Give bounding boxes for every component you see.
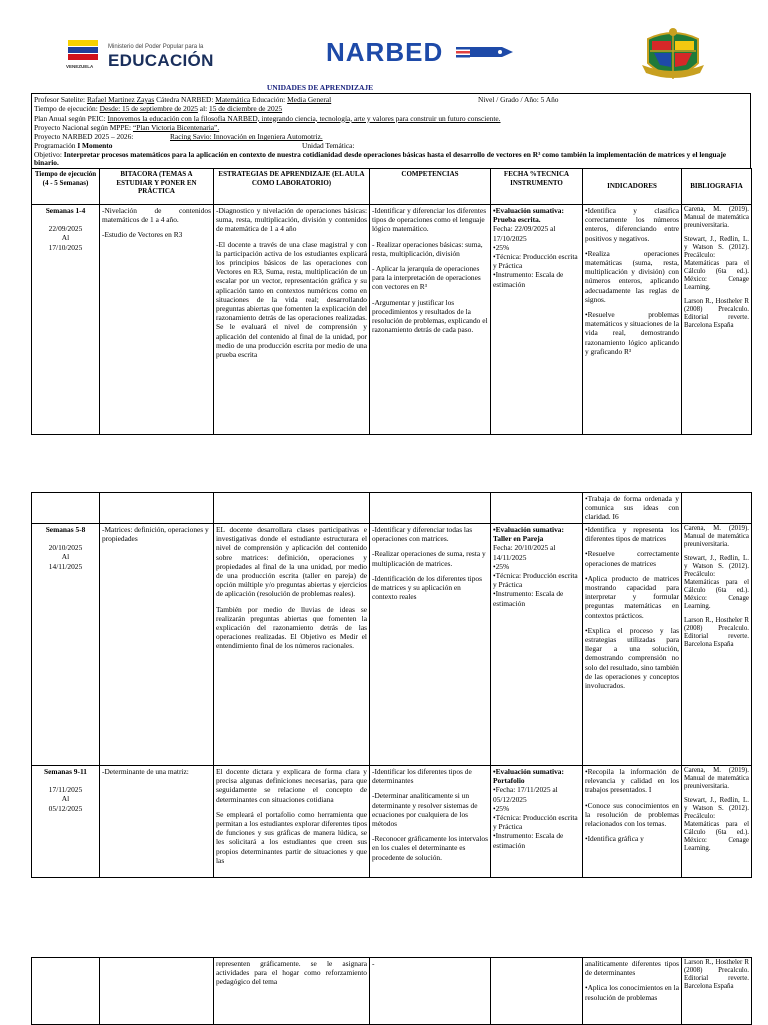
evaluation-date: •Fecha: 17/11/2025 al 05/12/2025: [493, 785, 558, 804]
bibliography-entry: Larson R., Hostheler R (2008) Precalculo. Editorial reverte. Barcelona España: [684, 298, 749, 329]
table-header-row: [32, 169, 752, 205]
bibliography-cell: [682, 766, 752, 878]
date-from: 22/09/2025: [48, 224, 83, 234]
rocket-icon: [456, 44, 514, 60]
col-indicators: [583, 169, 682, 205]
table-row: [32, 958, 752, 1025]
ministry-caption: Ministerio del Poder Popular para la: [108, 44, 204, 50]
strategies-cell: [214, 205, 370, 435]
objective-label: Objetivo:: [34, 149, 64, 159]
competencies-cell: [370, 524, 491, 766]
evaluation-instrument: •Instrumento: Escala de estimación: [493, 270, 564, 289]
indicator-text: •Resuelve problemas matemáticos y situaciones de la vida real, demostrando razonamiento lógico aplicando y graficando R³: [585, 310, 679, 356]
strategy-text: -El docente a través de una clase magistral y con la participación activa de los estudiantes explicará los principios básicos de las operaciones con Vectores en R3, Suma, resta, multiplicación de un escalar por un vector, representación gráfica y su aplicación tanto en contextos numéricos como en situaciones de la vida real; desarrollando preguntas abiertas que fomenten la explicación del razonamiento detrás de las operaciones realizadas. Se le evaluará el nivel de comprensión y aplicación del contenido al final de la unidad, por medio de una producción escrita por medio de una prueba escrita: [216, 239, 367, 360]
col-instrument: FECHA %TECNICA INSTRUMENTO: [491, 169, 583, 205]
programming-moment: I Momento: [77, 141, 113, 151]
teacher-row: [34, 95, 748, 104]
table-row: [32, 205, 752, 435]
indicator-text: •Aplica producto de matrices mostrando capacidad para interpretar y formular preguntas matemáticas en contextos prácticos.: [585, 573, 679, 620]
competency-text: -Identificar y diferenciar los diferentes tipos de operaciones como el lenguaje lógico matemático.: [372, 206, 487, 234]
indicator-text: •Identifica gráfica y: [585, 834, 644, 844]
indicator-text: •Realiza operaciones matemáticas (suma, resta, multiplicación y división) con números enteros, aplicando adecuadamente las reglas de signos.: [585, 248, 679, 304]
theme-label: Unidad Temática:: [302, 141, 355, 151]
bitacora-item: -Nivelación de contenidos matemáticos de 1 a 4 año.: [102, 206, 211, 225]
indicators-cell: [583, 205, 682, 435]
country-caption: VENEZUELA: [66, 64, 94, 69]
indicator-text: analíticamente diferentes tipos de determinantes: [585, 959, 679, 978]
plan-table-1: [31, 168, 752, 435]
evaluation-percent: •25%: [493, 561, 510, 571]
empty-cell: [491, 493, 583, 524]
strategy-text: También por medio de lluvias de ideas se realizarán preguntas abiertas que fomenten la explicación del razonamiento detrás de las operaciones realizadas. El Objetivo es Medir el entendimiento final de los números racionales.: [216, 604, 367, 651]
col-strategies: ESTRATEGIAS DE APRENDIZAJE (EL AULA COMO LABORATORIO): [214, 169, 370, 205]
teacher-name: Rafael Martinez Zayas: [86, 95, 155, 104]
date-to: 05/12/2025: [48, 803, 83, 813]
table-row: [32, 766, 752, 878]
bibliography-cell: [682, 524, 752, 766]
programming-label: Programación: [34, 141, 78, 151]
competency-text: - Realizar operaciones básicas: suma, resta, multiplicación, división: [372, 239, 483, 258]
time-sep: al:: [197, 104, 210, 114]
time-from: Desde: 15 de septiembre de 2025: [99, 104, 198, 114]
col-indicators-label: INDICADORES: [607, 182, 657, 191]
strategy-text: Se empleará el portafolio como herramienta que permitan a los estudiantes explorar diferentes tipos de funciones y sus gráficas de manera lúdica, se les solicitará a los estudiantes que creen sus propios determinantes partir de situaciones y que las: [216, 809, 367, 865]
competency-text: - Aplicar la jerarquía de operaciones para la interpretación de operaciones con vectores en R³: [372, 264, 481, 292]
bitacora-item: -Determinante de una matriz:: [102, 767, 189, 776]
peic-label: Plan Anual según PEIC:: [34, 113, 108, 123]
narbed-project-label: Proyecto NARBED 2025 – 2026:: [34, 132, 134, 142]
school-crest-icon: [640, 25, 706, 87]
indicator-text: •Aplica los conocimientos en la resolución de problemas: [585, 983, 679, 1002]
bibliography-entry: Carena, M. (2019). Manual de matemática preuniversitaria.: [684, 206, 749, 229]
time-cell: [32, 766, 100, 878]
strategy-text: EL docente desarrollara clases participativas e investigativas donde el estudiante estructurara el nivel de comprensión y aplicación del contenido sobre matrices: definición, operaciones y propiedades al final de la una unidad, por medio de una producción escrita (taller en pareja) de opción múltiple y/o preguntas abiertas y ejercicios de aplicación (resolución de problemas reales).: [216, 525, 367, 599]
bibliography-entry: Stewart, J., Redlin, L. y Watson S. (2012). Precálculo: Matemáticas para el Cálculo (6ta ed.). México: Cenage Learning.: [684, 236, 749, 291]
time-to: 15 de diciembre de 2025: [209, 104, 283, 114]
education-level: Media General: [287, 95, 332, 104]
empty-cell: [491, 958, 583, 1025]
table-row: [32, 524, 752, 766]
peic-text: Innovemos la educación con la filosofía NARBED, integrando ciencia, tecnología, arte y valores para construir un futuro consciente.: [107, 113, 501, 123]
competency-text: -Realizar operaciones de suma, resta y multiplicación de matrices.: [372, 549, 486, 568]
evaluation-percent: •25%: [493, 242, 510, 252]
indicator-text: •Identifica y clasifica correctamente los números enteros, diferenciando entre positivos y negativos.: [585, 206, 679, 243]
competency-text: -Identificar los diferentes tipos de determinantes: [372, 767, 472, 786]
indicator-text: •Recopila la información de relevancia y calidad en los trabajos presentados. I: [585, 767, 679, 795]
competency-text: -: [372, 959, 375, 968]
competency-text: -Argumentar y justificar los procedimientos y resultados de la resolución de problemas, explicando el razonamiento detrás de cada paso.: [372, 297, 488, 335]
col-time: Tiempo de ejecución (4 - 5 Semanas): [32, 169, 100, 205]
evaluation-date: Fecha: 22/09/2025 al 17/10/2025: [493, 224, 556, 243]
date-al: Al: [61, 233, 70, 243]
empty-cell: [370, 493, 491, 524]
strategy-text: representen gráficamente. se le asignara actividades para el hogar como reforzamiento pedagógico del tema: [216, 959, 367, 987]
page-title: UNIDADES DE APRENDIZAJE: [266, 83, 374, 92]
bibliography-cell: [682, 958, 752, 1025]
evaluation-type: •Evaluación sumativa: Portafolio: [493, 767, 564, 786]
national-project-row: [34, 123, 748, 132]
indicators-cell: [583, 766, 682, 878]
evaluation-type: •Evaluación sumativa: Prueba escrita.: [493, 206, 564, 225]
bitacora-cell: [100, 524, 214, 766]
competency-text: -Determinar analíticamente si un determinante y resolver sistemas de ecuaciones por cualquiera de los métodos: [372, 791, 478, 829]
plan-table-3: [31, 957, 752, 1025]
competency-text: -Reconocer gráficamente los intervalos en los cuales el determinante es procedente de solución.: [372, 834, 488, 862]
indicators-cell: [583, 524, 682, 766]
competency-text: -Identificar y diferenciar todas las operaciones con matrices.: [372, 525, 473, 544]
strategies-cell: [214, 766, 370, 878]
time-row: [34, 104, 748, 113]
bibliography-entry: Carena, M. (2019). Manual de matemática preuniversitaria.: [684, 525, 749, 548]
strategy-text: -Diagnostico y nivelación de operaciones básicas: suma, resta, multiplicación, división y contenidos de matemática de 1 a 4 año: [216, 206, 367, 234]
venezuela-flag-icon: [68, 40, 98, 60]
grade-info: Nivel / Grado / Año: 5 Año: [478, 95, 559, 104]
instrument-cell: [491, 205, 583, 435]
evaluation-type: •Evaluación sumativa: Taller en Pareja: [493, 525, 564, 544]
weeks-label: Semanas 9-11: [44, 767, 87, 776]
empty-cell: [32, 493, 100, 524]
empty-cell: [682, 493, 752, 524]
date-al: Al: [61, 552, 70, 562]
indicator-text: •Identifica y representa los diferentes tipos de matrices: [585, 525, 679, 544]
evaluation-instrument: •Instrumento: Escala de estimación: [493, 589, 564, 608]
bibliography-entry: Stewart, J., Redlin, L. y Watson S. (2012). Precálculo: Matemáticas para el Cálculo (6ta ed.). México: Cenage Learning.: [684, 555, 749, 610]
education-label: Educación:: [250, 95, 288, 104]
peic-row: [34, 114, 748, 123]
empty-cell: [32, 958, 100, 1025]
national-project-text: “Plan Victoria Bicentenaria”.: [132, 122, 220, 132]
evaluation-percent: •25%: [493, 803, 510, 813]
weeks-label: Semanas 5-8: [45, 525, 86, 534]
strategies-cell: [214, 524, 370, 766]
subject-name: Matemática: [215, 95, 251, 104]
competencies-cell: [370, 205, 491, 435]
weeks-label: Semanas 1-4: [45, 206, 86, 215]
col-bitacora: BITACORA (TEMAS A ESTUDIAR Y PONER EN PRÁCTICA: [100, 169, 214, 205]
competencies-cell: [370, 766, 491, 878]
national-project-label: Proyecto Nacional según MPPE:: [34, 122, 133, 132]
col-bibliography: [682, 169, 752, 205]
bibliography-cell: [682, 205, 752, 435]
date-to: 14/11/2025: [48, 561, 83, 571]
evaluation-date: Fecha: 20/10/2025 al 14/11/2025: [493, 543, 556, 562]
col-bibliography-label: BIBLIOGRAFIA: [690, 182, 743, 191]
indicator-text: •Trabaja de forma ordenada y comunica sus ideas con claridad. I6: [585, 494, 679, 522]
bitacora-cell: [100, 205, 214, 435]
instrument-cell: [491, 524, 583, 766]
page-header: [0, 0, 768, 90]
competencies-cell: [370, 958, 491, 1025]
col-competencies: COMPETENCIAS: [370, 169, 491, 205]
evaluation-technique: •Técnica: Producción escrita y Práctica: [493, 571, 578, 590]
subject-label: Cátedra NARBED:: [154, 95, 216, 104]
narbed-project-row: [34, 132, 748, 141]
instrument-cell: [491, 766, 583, 878]
time-label: Tiempo de ejecución:: [34, 104, 100, 114]
objective-text: Interpretar procesos matemáticos para la aplicación en contexto de nuestra cotidianidad desde operaciones básicas hasta el desarrollo de vectores en R³ como también la implementación de matrices y el lenguaje binario.: [34, 149, 727, 168]
empty-cell: [214, 493, 370, 524]
course-info-box: [31, 93, 751, 169]
time-cell: [32, 205, 100, 435]
table-row: [32, 493, 752, 524]
empty-cell: [100, 958, 214, 1025]
bibliography-entry: Larson R., Hostheler R (2008) Precalculo. Editorial reverte. Barcelona España: [684, 617, 749, 648]
bitacora-item: -Matrices: definición, operaciones y propiedades: [102, 525, 209, 544]
narbed-logo: NARBED: [326, 37, 444, 67]
indicator-text: •Conoce sus conocimientos en la resolución de problemas relacionados con los temas.: [585, 800, 679, 829]
date-al: Al: [61, 794, 70, 804]
empty-cell: [100, 493, 214, 524]
indicators-cell: [583, 958, 682, 1025]
strategy-text: El docente dictara y explicara de forma clara y precisa algunas definiciones necesarias, para que seguidamente se relacione el concepto de determinantes con situaciones cotidiana: [216, 767, 367, 804]
bibliography-entry: Carena, M. (2019). Manual de matemática preuniversitaria.: [684, 767, 749, 790]
strategies-cell: [214, 958, 370, 1025]
date-from: 17/11/2025: [48, 785, 83, 795]
indicator-text: •Explica el proceso y las estrategias utilizadas para llegar a una solución, demostrando comprensión no solo del resultado, sino también de las operaciones y conceptos involucrados.: [585, 625, 679, 691]
bibliography-entry: Larson R., Hostheler R (2008) Precalculo. Editorial reverte. Barcelona España: [684, 959, 749, 990]
evaluation-technique: •Técnica: Producción escrita y Práctica: [493, 813, 578, 832]
narbed-project-text: Racing Savio: Innovación en Ingeniera Automotriz.: [170, 132, 323, 142]
ministry-name: EDUCACIÓN: [108, 51, 214, 70]
plan-table-2: [31, 492, 752, 878]
objective-row: [34, 151, 748, 168]
teacher-label: Profesor Satelite:: [34, 95, 87, 104]
evaluation-instrument: •Instrumento: Escala de estimación: [493, 831, 564, 850]
indicators-cell: [583, 493, 682, 524]
date-from: 20/10/2025: [48, 543, 83, 553]
date-to: 17/10/2025: [48, 242, 83, 252]
bitacora-cell: [100, 766, 214, 878]
time-cell: [32, 524, 100, 766]
bitacora-item: -Estudio de Vectores en R3: [102, 230, 183, 240]
indicator-text: •Resuelve correctamente operaciones de matrices: [585, 549, 679, 568]
competency-text: -Identificación de los diferentes tipos de matrices y su aplicación en contexto reales: [372, 573, 483, 602]
bibliography-entry: Stewart, J., Redlin, L. y Watson S. (2012). Precálculo: Matemáticas para el Cálculo (6ta ed.). México: Cenage Learning.: [684, 797, 749, 852]
evaluation-technique: •Técnica: Producción escrita y Práctica: [493, 252, 578, 271]
